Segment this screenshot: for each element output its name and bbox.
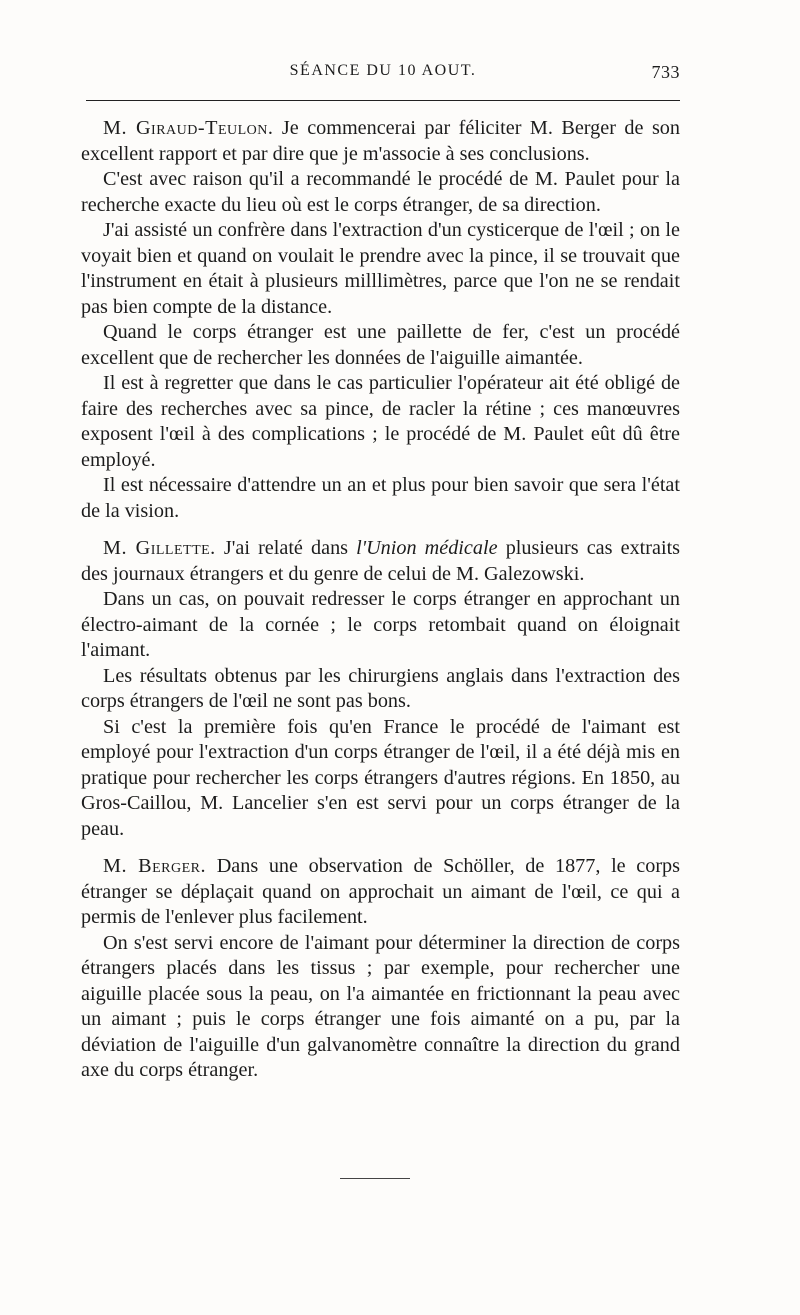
- speaker-name: M. Berger.: [103, 855, 207, 877]
- paragraph-text: Dans une observation de Schöller, de 1877, le corps étranger se déplaçait quand on approchait un aimant de l'œil, ce qui a permis de l'enlever plus facilement.: [81, 855, 681, 928]
- paragraph-text: Il est nécessaire d'attendre un an et plus pour bien savoir que sera l'état de la vision.: [81, 474, 680, 522]
- paragraph-text: Quand le corps étranger est une paillette de fer, c'est un procédé excellent que de rechercher les données de l'aiguille aimantée.: [81, 321, 680, 369]
- paragraph-text: J'ai relaté dans: [223, 537, 349, 559]
- section-gap: [81, 842, 680, 854]
- paragraph-text: Les résultats obtenus par les chirurgiens anglais dans l'extraction des corps étrangers de l'œil ne sont pas bons.: [81, 664, 680, 712]
- end-rule: [340, 1178, 410, 1179]
- header-rule: [86, 100, 680, 101]
- paragraph-gillette-1: [81, 536, 680, 587]
- paragraph-text: On s'est servi encore de l'aimant pour déterminer la direction de corps étrangers placés dans les tissus ; par exemple, pour rechercher une aiguille placée sous la peau, on l'a aimantée en frictionnant la peau avec un aimant ; puis le corps étranger une fois aimanté on a pu, par la déviation de l'aiguille d'un galvanomètre connaître la direction du grand axe du corps étranger.: [81, 931, 680, 1081]
- paragraph-berger-1: [81, 854, 680, 931]
- paragraph-text: Je commencerai par féliciter M. Berger de son excellent rapport et par dire que je m'associe à ses conclusions.: [81, 117, 680, 165]
- journal-title: l'Union médicale: [356, 537, 498, 559]
- body-text: [81, 116, 680, 1084]
- paragraph-text: plusieurs cas extraits des journaux étrangers et du genre de celui de M. Galezowski.: [81, 537, 681, 585]
- running-head: SÉANCE DU 10 AOUT.: [289, 62, 477, 79]
- speaker-name: M. Gillette.: [103, 537, 216, 559]
- paragraph-giraud-teulon-1: [81, 116, 680, 167]
- paragraph-text: Il est à regretter que dans le cas particulier l'opérateur ait été obligé de faire des recherches avec sa pince, de racler la rétine ; ces manœuvres exposent l'œil à des complications ; le procédé de M. Paulet eût dû être employé.: [81, 372, 680, 471]
- paragraph-text: Si c'est la première fois qu'en France le procédé de l'aimant est employé pour l'extraction d'un corps étranger de l'œil, il a été déjà mis en pratique pour rechercher les corps étrangers d'autres régions. En 1850, au Gros-Caillou, M. Lancelier s'en est servi pour un corps étranger de la peau.: [81, 715, 680, 840]
- paragraph-text: C'est avec raison qu'il a recommandé le procédé de M. Paulet pour la recherche exacte du lieu où est le corps étranger, de sa direction.: [81, 168, 680, 216]
- paragraph-text: Dans un cas, on pouvait redresser le corps étranger en approchant un électro-aimant de la cornée ; le corps retombait quand on éloignait l'aimant.: [81, 588, 680, 661]
- page-header: [86, 62, 680, 86]
- section-gap: [81, 524, 680, 536]
- speaker-name: M. Giraud-Teulon.: [103, 117, 274, 139]
- paragraph-text: J'ai assisté un confrère dans l'extraction d'un cysticerque de l'œil ; on le voyait bien et quand on voulait le prendre avec la pince, il se trouvait que l'instrument en était à plusieurs milllimètres, parce que l'on ne se rendait pas bien compte de la distance.: [81, 219, 680, 318]
- page-number: 733: [651, 62, 680, 82]
